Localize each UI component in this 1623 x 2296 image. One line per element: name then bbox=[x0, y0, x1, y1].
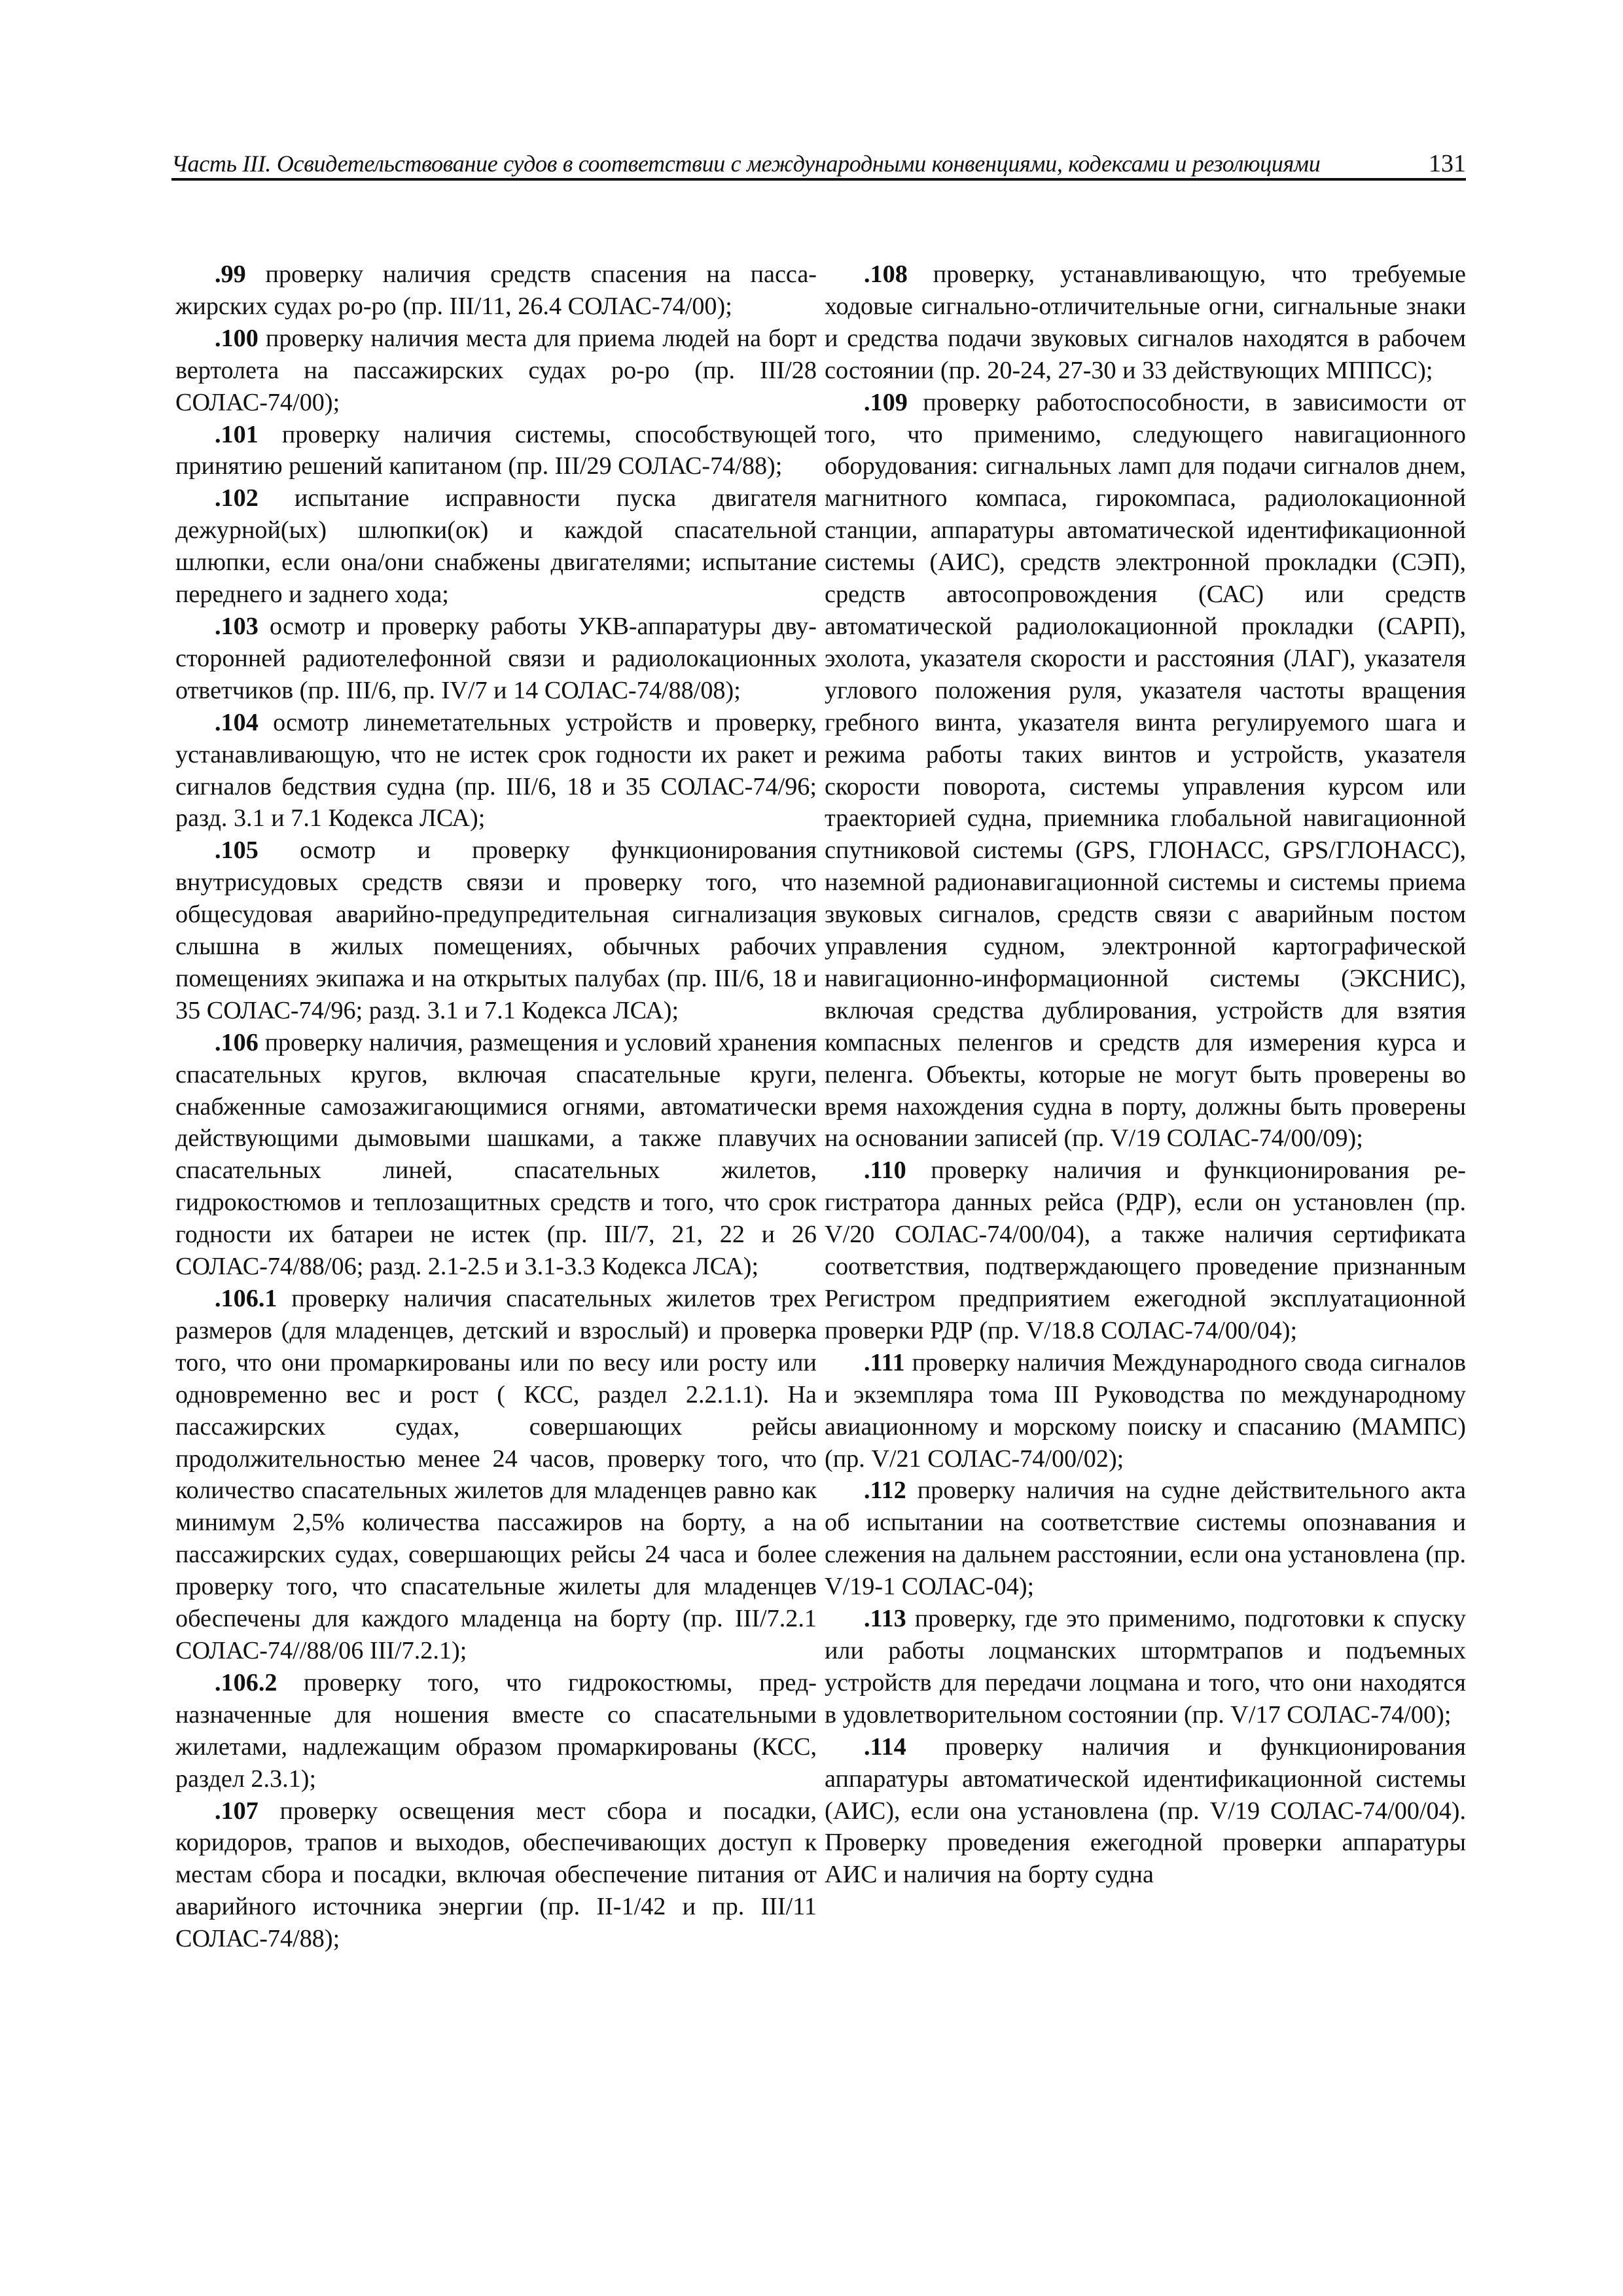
item-number: .103 bbox=[215, 612, 259, 640]
list-item bbox=[825, 259, 1466, 387]
list-item bbox=[825, 1155, 1466, 1346]
item-number: .111 bbox=[864, 1348, 905, 1376]
running-header bbox=[171, 149, 1466, 181]
item-number: .102 bbox=[215, 484, 259, 512]
item-number: .106.2 bbox=[215, 1668, 277, 1696]
list-item bbox=[825, 1475, 1466, 1603]
list-item bbox=[825, 1731, 1466, 1892]
list-item bbox=[825, 387, 1466, 1155]
item-number: .110 bbox=[864, 1157, 906, 1185]
item-text: проверку наличия и функционирования аппаратуры автоматической идентификационной системы (АИС), если она установлена (пр. V/19 СОЛАС-74/00/04). Проверку проведения ежегодной проверки аппаратуры АИС и наличия на борту судна bbox=[825, 1732, 1466, 1889]
list-item bbox=[175, 482, 817, 611]
item-number: .114 bbox=[864, 1732, 906, 1761]
item-text: проверку наличия и функционирования регистратора данных рейса (РДР), если он установлен (пр. V/20 СОЛАС-74/00/04), а также наличия сертификата соответствия, подтверждающего проведение признанным Регистром предприятием ежегодной эксплуатационной проверки РДР (пр. V/18.8 СОЛАС-74/00/04); bbox=[825, 1157, 1466, 1344]
list-item bbox=[175, 259, 817, 323]
item-number: .107 bbox=[215, 1797, 259, 1825]
item-text: проверку наличия спасательных жилетов трех размеров (для младенцев, детский и взрослый) и проверка того, что они промаркированы или по весу или росту или одновременно вес и рост ( КСС, раздел 2.2.1.1). На пассажирских судах, совершающих рейсы продолжительностью менее 24 часов, проверку того, что количество спасательных жилетов для младенцев равно как минимум 2,5% количества пассажиров на борту, а на пассажирских судах, совершающих рейсы 24 часа и более проверку того, что спасательные жилеты для младенцев обеспечены для каждого младенца на борту (пр. III/7.2.1 СОЛАС-74//88/06 III/7.2.1); bbox=[175, 1285, 817, 1664]
item-number: .104 bbox=[215, 708, 259, 736]
item-number: .106 bbox=[215, 1028, 259, 1056]
item-text: испытание исправности пуска двигателя дежурной(ых) шлюпки(ок) и каждой спасательной шлюпки, если она/они снабжены двигателями; испытание переднего и заднего хода; bbox=[175, 484, 817, 609]
item-text: проверку, устанавливающую, что требуемые ходовые сигнально-отличительные огни, сигнальные знаки и средства подачи звуковых сигналов находятся в рабочем состоянии (пр. 20-24, 27-30 и 33 действующих МППСС); bbox=[825, 260, 1466, 384]
item-number: .109 bbox=[864, 388, 908, 416]
item-text: проверку наличия, размещения и условий хранения спасательных кругов, включая спасательные круги, снабженные самозажигающимися огнями, автоматически действующими дымовыми шашками, а также плавучих спасательных линей, спасательных жилетов, гидрокостюмов и теплозащитных средств и того, что срок годности их батареи не истек (пр. III/7, 21, 22 и 26 СОЛАС-74/88/06; разд. 2.1-2.5 и 3.1-3.3 Кодекса ЛСА); bbox=[175, 1028, 817, 1281]
item-text: проверку, где это применимо, подготовки к спуску или работы лоцманских штормтрапов и подъемных устройств для передачи лоцмана и того, что они находятся в удовлетворительном состоянии (пр. V/17 СОЛАС-74/00); bbox=[825, 1605, 1466, 1729]
item-number: .105 bbox=[215, 836, 259, 865]
list-item bbox=[175, 611, 817, 707]
list-item bbox=[825, 1603, 1466, 1731]
item-text: проверку наличия на судне действительного акта об испытании на соответствие системы опознавания и слежения на дальнем расстоянии, если она установлена (пр. V/19-1 СОЛАС-04); bbox=[825, 1477, 1466, 1601]
list-item bbox=[175, 419, 817, 483]
list-item bbox=[175, 323, 817, 419]
item-text: проверку того, что гидрокостюмы, предназначенные для ношения вместе со спасательными жилетами, надлежащим образом промаркированы (КСС, раздел 2.3.1); bbox=[175, 1668, 817, 1793]
item-number: .108 bbox=[864, 260, 908, 288]
list-item bbox=[175, 834, 817, 1026]
item-number: .113 bbox=[864, 1605, 906, 1633]
item-number: .112 bbox=[864, 1477, 906, 1505]
item-text: осмотр линеметательных устройств и проверку, устанавливающую, что не истек срок годности их ракет и сигналов бедствия судна (пр. III/6, 18 и 35 СОЛАС-74/96; разд. 3.1 и 7.1 Кодекса ЛСА); bbox=[175, 708, 817, 833]
list-item bbox=[175, 1283, 817, 1667]
item-text: проверку освещения мест сбора и посадки, коридоров, трапов и выходов, обеспечивающих доступ к местам сбора и посадки, включая обеспечение питания от аварийного источника энергии (пр. II-1/42 и пр. III/11 СОЛАС-74/88); bbox=[175, 1797, 817, 1953]
left-column bbox=[175, 259, 817, 1955]
item-text: проверку работоспособности, в зависимости от того, что применимо, следующего навигационного оборудования: сигнальных ламп для подачи сигналов днем, магнитного компаса, гирокомпаса, радиолокационной станции, аппаратуры автоматической идентификационной системы (АИС), средств электронной прокладки (СЭП), средств автосопровождения (САС) или средств автоматической радиолокационной прокладки (САРП), эхолота, указателя скорости и расстояния (ЛАГ), указателя углового положения руля, указателя частоты вращения гребного винта, указателя винта регулируемого шага и режима работы таких винтов и устройств, указателя скорости поворота, системы управления курсом или траекторией судна, приемника глобальной навигационной спутниковой системы (GPS, ГЛОНАСС, GPS/ГЛОНАСС), наземной радионавигационной системы и системы приема звуковых сигналов, средств связи с аварийным постом управления судном, электронной картографической навигационно-информационной системы (ЭКСНИС), включая средства дублирования, устройств для взятия компасных пеленгов и средств для измерения курса и пеленга. Объекты, которые не могут быть проверены во время нахождения судна в порту, должны быть проверены на основании записей (пр. V/19 СОЛАС-74/00/09); bbox=[825, 388, 1466, 1153]
item-text: проверку наличия средств спасения на пассажирских судах ро-ро (пр. III/11, 26.4 СОЛАС-74/00); bbox=[175, 260, 817, 320]
item-text: проверку наличия Международного свода сигналов и экземпляра тома III Руководства по международному авиационному и морскому поиску и спасанию (МАМПС) (пр. V/21 СОЛАС-74/00/02); bbox=[825, 1348, 1466, 1473]
list-item bbox=[175, 1795, 817, 1956]
item-text: осмотр и проверку функционирования внутрисудовых средств связи и проверку того, что общесудовая аварийно-предупредительная сигнализация слышна в жилых помещениях, обычных рабочих помещениях экипажа и на открытых палубах (пр. III/6, 18 и 35 СОЛАС-74/96; разд. 3.1 и 7.1 Кодекса ЛСА); bbox=[175, 836, 817, 1024]
item-text: осмотр и проверку работы УКВ-аппаратуры двусторонней радиотелефонной связи и радиолокационных ответчиков (пр. III/6, пр. IV/7 и 14 СОЛАС-74/88/08); bbox=[175, 612, 817, 704]
item-number: .101 bbox=[215, 420, 259, 448]
item-text: проверку наличия места для приема людей на борт вертолета на пассажирских судах ро-ро (пр. III/28 СОЛАС-74/00); bbox=[175, 324, 817, 416]
item-number: .106.1 bbox=[215, 1285, 277, 1312]
list-item bbox=[175, 1027, 817, 1283]
item-number: .100 bbox=[215, 324, 259, 352]
item-number: .99 bbox=[215, 260, 246, 288]
list-item bbox=[175, 707, 817, 835]
right-column bbox=[825, 259, 1466, 1891]
list-item bbox=[175, 1667, 817, 1795]
page-number: 131 bbox=[1429, 150, 1466, 177]
header-title: Часть III. Освидетельствование судов в соответствии с международными конвенциями, кодексами и резолюциями bbox=[171, 151, 1321, 177]
list-item bbox=[825, 1347, 1466, 1475]
item-text: проверку наличия системы, способствующей принятию решений капитаном (пр. III/29 СОЛАС-74/88); bbox=[175, 420, 817, 480]
